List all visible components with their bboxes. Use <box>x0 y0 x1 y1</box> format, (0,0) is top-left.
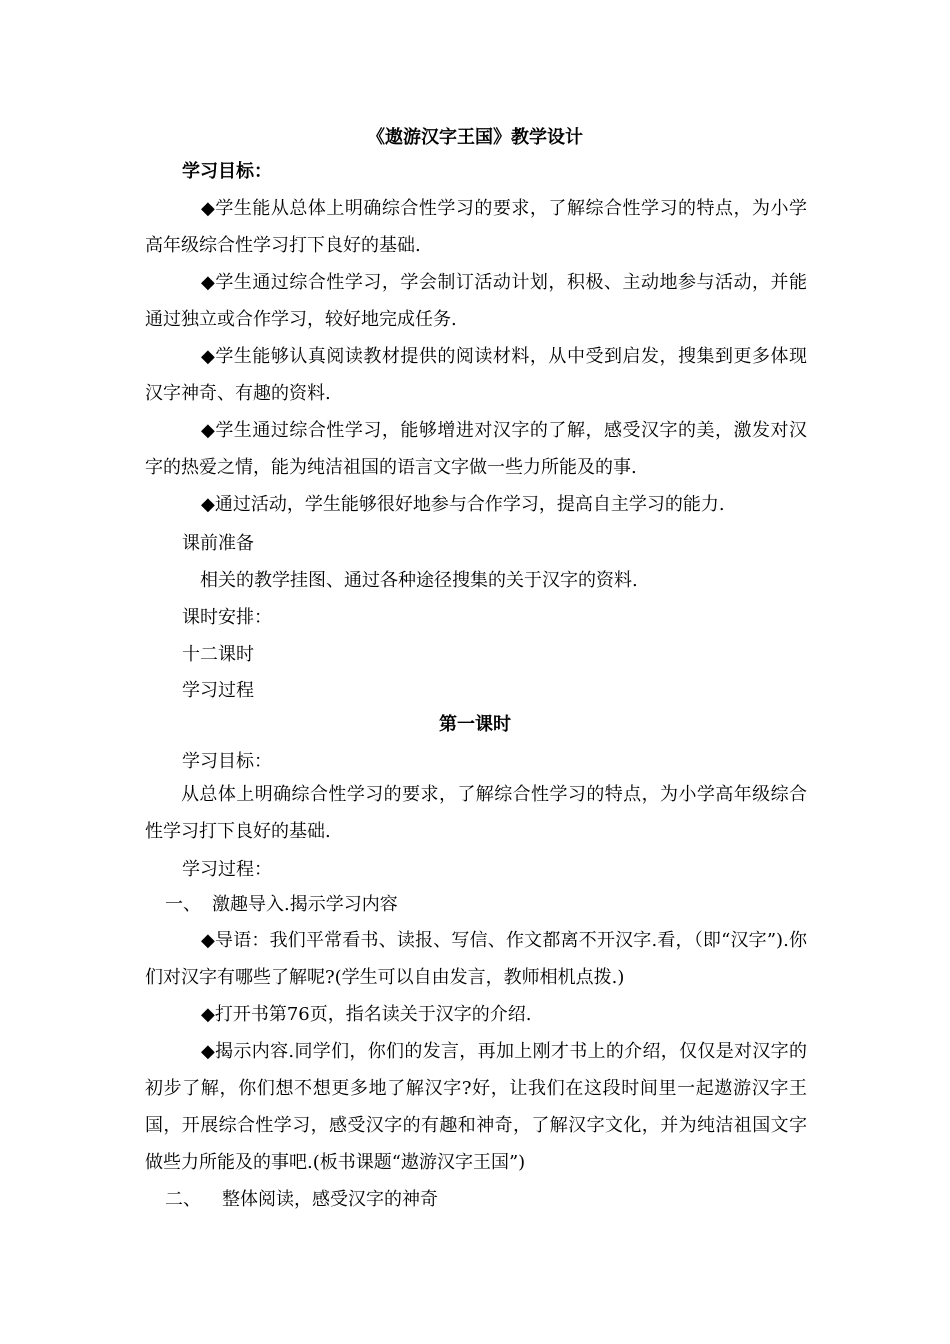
prep-heading: 课前准备 <box>182 533 254 554</box>
objective-item: ◆学生能够认真阅读教材提供的阅读材料，从中受到启发，搜集到更多体现汉字神奇、有趣的资料. <box>145 346 807 404</box>
section-title: 整体阅读，感受汉字的神奇 <box>222 1189 438 1210</box>
schedule-text: 十二课时 <box>182 644 254 665</box>
section-number: 二、 <box>165 1189 201 1210</box>
section-item: ◆打开书第76页，指名读关于汉字的介绍. <box>201 1004 532 1025</box>
lesson-title: 第一课时 <box>439 714 511 735</box>
lesson-objectives-text: 从总体上明确综合性学习的要求，了解综合性学习的特点，为小学高年级综合性学习打下良好的基础. <box>145 784 807 842</box>
section-title: 激趣导入.揭示学习内容 <box>212 894 398 915</box>
objective-item: ◆学生通过综合性学习，能够增进对汉字的了解，感受汉字的美，激发对汉字的热爱之情，能为纯洁祖国的语言文字做一些力所能及的事. <box>145 420 807 478</box>
objectives-heading: 学习目标： <box>182 161 272 182</box>
objective-item: ◆通过活动，学生能够很好地参与合作学习，提高自主学习的能力. <box>201 494 725 515</box>
schedule-heading: 课时安排： <box>182 607 272 628</box>
lesson-objectives-heading: 学习目标： <box>182 751 272 772</box>
objective-item: ◆学生通过综合性学习，学会制订活动计划，积极、主动地参与活动，并能通过独立或合作学习，较好地完成任务. <box>145 272 807 330</box>
objective-item: ◆学生能从总体上明确综合性学习的要求，了解综合性学习的特点，为小学高年级综合性学习打下良好的基础. <box>145 198 807 256</box>
section-item: ◆导语：我们平常看书、读报、写信、作文都离不开汉字.看，（即“汉字”).你们对汉字有哪些了解呢?(学生可以自由发言，教师相机点拨.) <box>145 930 807 988</box>
prep-text: 相关的教学挂图、通过各种途径搜集的关于汉字的资料. <box>200 570 638 591</box>
lesson-process-heading: 学习过程： <box>182 859 272 880</box>
process-heading: 学习过程 <box>182 680 254 701</box>
document-title: 《遨游汉字王国》教学设计 <box>367 127 583 148</box>
section-number: 一、 <box>165 894 201 915</box>
section-item: ◆揭示内容.同学们，你们的发言，再加上刚才书上的介绍，仅仅是对汉字的初步了解，你们想不想更多地了解汉字?好，让我们在这段时间里一起遨游汉字王国，开展综合性学习，感受汉字的有趣和神奇，了解汉字文化，并为纯洁祖国文字做些力所能及的事吧.(板书课题“遨游汉字王国”) <box>145 1041 807 1173</box>
